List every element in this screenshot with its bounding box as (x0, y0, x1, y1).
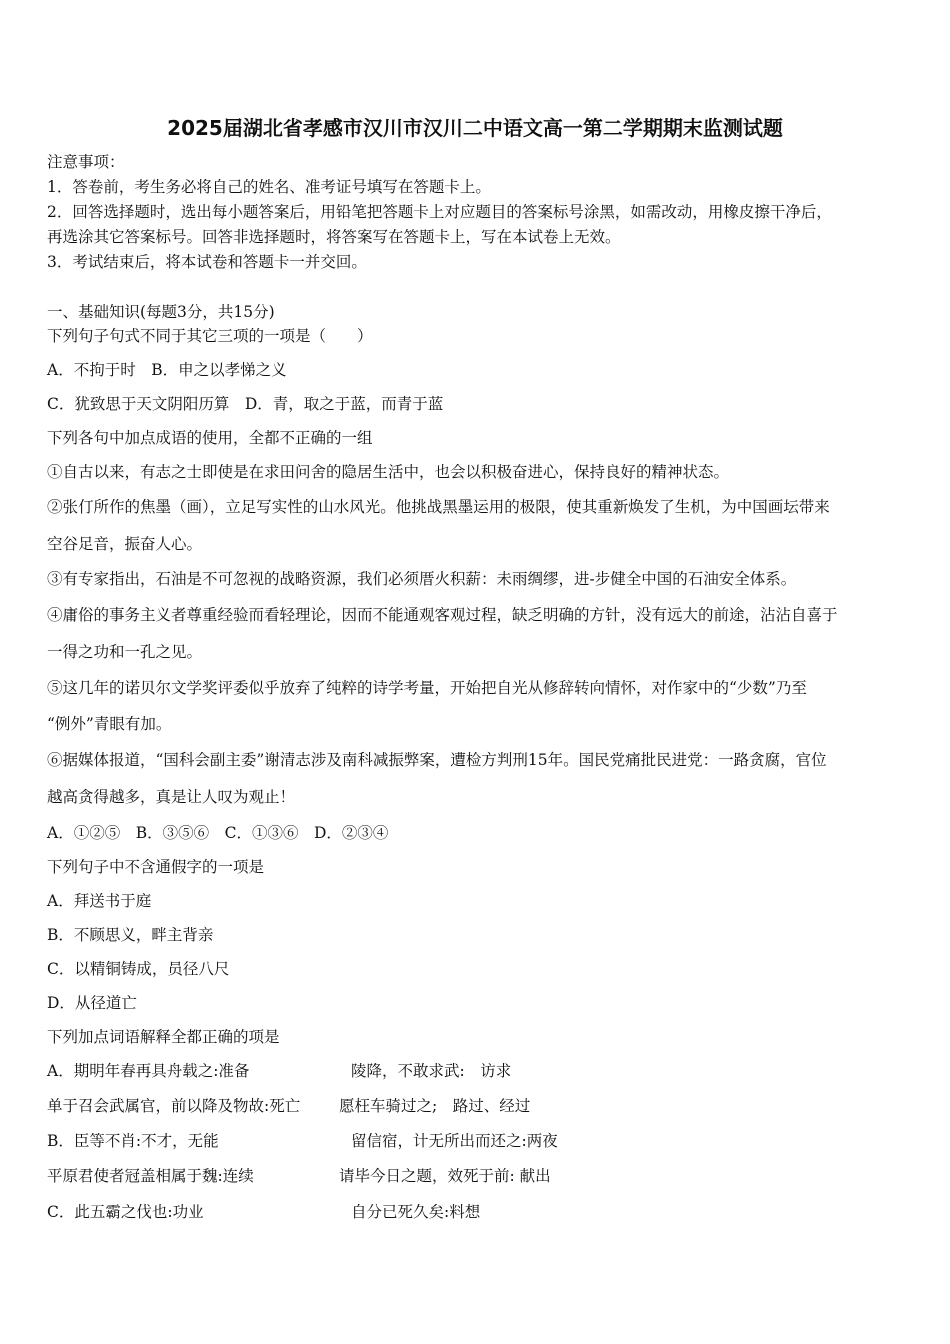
q4-item: A．期明年春再具舟载之:准备 (47, 1062, 250, 1080)
notice-item: 1．答卷前，考生务必将自己的姓名、准考证号填写在答题卡上。 (47, 178, 491, 196)
q2-sentence: ④庸俗的事务主义者尊重经验而看轻理论，因而不能通观客观过程，缺乏明确的方针，没有远大的前途，沾沾自喜于 (47, 606, 838, 624)
q2-sentence: ①自古以来，有志之士即使是在求田问舍的隐居生活中，也会以积极奋进心，保持良好的精神状态。 (47, 463, 730, 481)
q2-stem: 下列各句中加点成语的使用，全都不正确的一组 (47, 429, 373, 447)
notice-item: 再选涂其它答案标号。回答非选择题时，将答案写在答题卡上，写在本试卷上无效。 (47, 228, 621, 246)
q4-item: 请毕今日之题，效死于前: 献出 (339, 1167, 551, 1185)
q2-sentence-cont: 一得之功和一孔之见。 (47, 643, 203, 661)
notice-heading: 注意事项： (47, 153, 125, 171)
q3-option-d: D．从径道亡 (47, 994, 137, 1012)
q4-item: 平原君使者冠盖相属于魏:连续 (47, 1167, 254, 1185)
q4-item: 自分已死久矣:料想 (351, 1203, 481, 1221)
q2-sentence-cont: “例外”青眼有加。 (47, 715, 172, 733)
q3-stem: 下列句子中不含通假字的一项是 (47, 858, 265, 876)
q4-item: 留信宿，计无所出而还之:两夜 (351, 1132, 558, 1150)
q4-stem: 下列加点词语解释全都正确的项是 (47, 1028, 280, 1046)
q4-item: B．臣等不肖:不才，无能 (47, 1132, 219, 1150)
q2-sentence: ②张仃所作的焦墨（画），立足写实性的山水风光。他挑战黑墨运用的极限，使其重新焕发了生机，为中国画坛带来 (47, 498, 830, 516)
page-title: 2025届湖北省孝感市汉川市汉川二中语文高一第二学期期末监测试题 (167, 116, 783, 140)
q2-sentence-cont: 越高贪得越多，真是让人叹为观止！ (47, 788, 296, 806)
q4-item: 愿枉车骑过之; 路过、经过 (339, 1097, 531, 1115)
q2-sentence: ③有专家指出，石油是不可忽视的战略资源，我们必须厝火积薪：未雨绸缪，进-步健全中国的石油安全体系。 (47, 570, 797, 588)
q4-item: 陵降，不敢求武: 访求 (351, 1062, 512, 1080)
q2-sentence-cont: 空谷足音，振奋人心。 (47, 535, 203, 553)
q4-item: C．此五霸之伐也:功业 (47, 1203, 204, 1221)
q1-options-cd: C．犹致思于天文阴阳历算 D．青，取之于蓝，而青于蓝 (47, 395, 444, 413)
q2-sentence: ⑤这几年的诺贝尔文学奖评委似乎放弃了纯粹的诗学考量，开始把自光从修辞转向情怀，对作家中的“少数”乃至 (47, 679, 807, 697)
q2-sentence: ⑥据媒体报道，“国科会副主委”谢清志涉及南科减振弊案，遭检方判刑15年。国民党痛批民进党：一路贪腐，官位 (47, 751, 827, 769)
q3-option-a: A．拜送书于庭 (47, 892, 152, 910)
q3-option-c: C．以精铜铸成，员径八尺 (47, 960, 230, 978)
q1-options-ab: A．不拘于时 B．申之以孝悌之义 (47, 361, 287, 379)
notice-item: 3．考试结束后，将本试卷和答题卡一并交回。 (47, 253, 367, 271)
q3-option-b: B．不顾思义，畔主背亲 (47, 926, 214, 944)
q1-stem: 下列句子句式不同于其它三项的一项是（ ） (47, 327, 373, 345)
section-heading: 一、基础知识(每题3分，共15分) (47, 303, 275, 321)
notice-item: 2．回答选择题时，选出每小题答案后，用铅笔把答题卡上对应题目的答案标号涂黑，如需改动，用橡皮擦干净后， (47, 203, 832, 221)
q4-item: 单于召会武属官，前以降及物故:死亡 (47, 1097, 301, 1115)
q2-options: A．①②⑤ B．③⑤⑥ C．①③⑥ D．②③④ (47, 824, 389, 842)
